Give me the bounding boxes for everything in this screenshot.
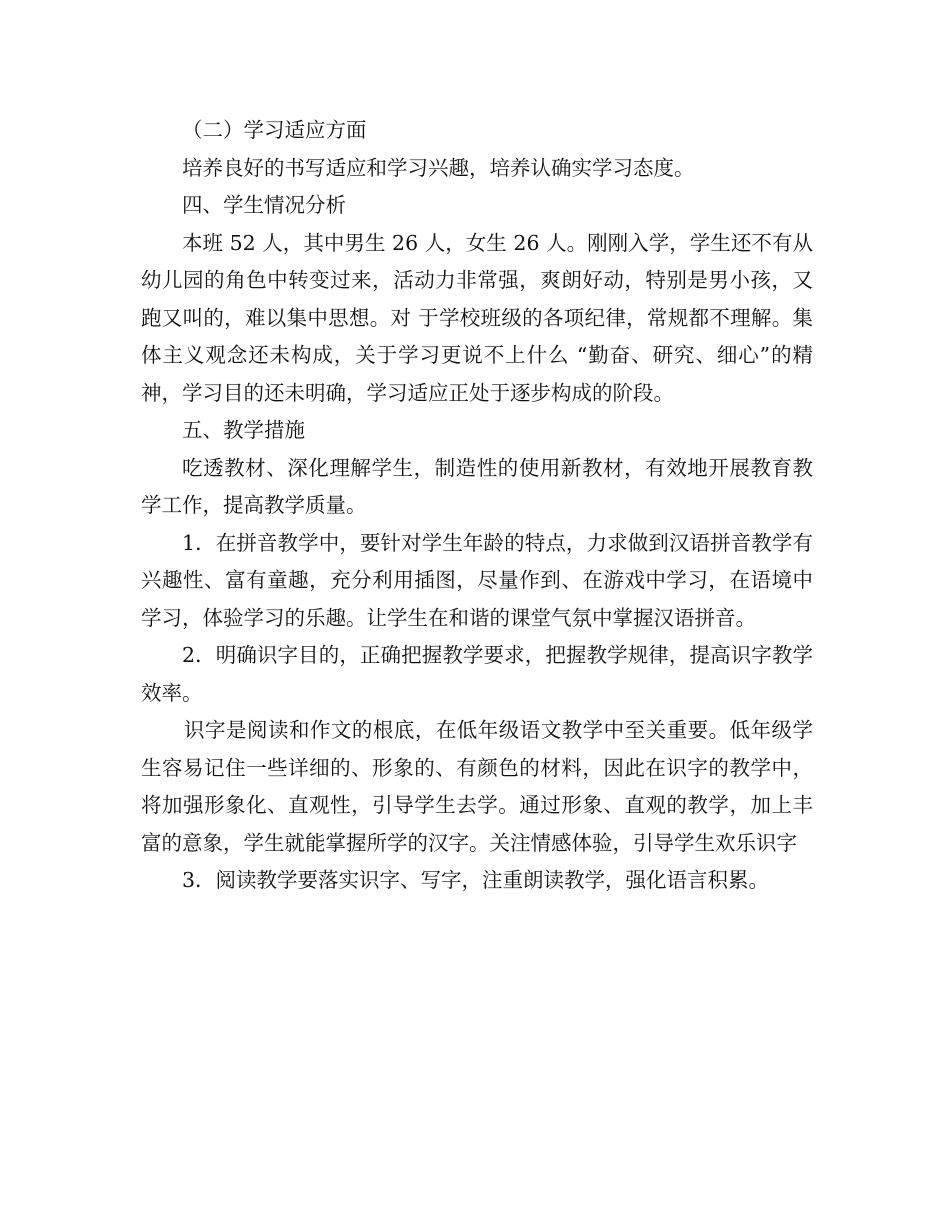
paragraph-study-habits: 培养良好的书写适应和学习兴趣，培养认确实学习态度。 xyxy=(182,155,695,180)
paragraph-literacy-goal: 2．明确识字目的，正确把握教学要求，把握教学规律，提高识字教学效率。 xyxy=(141,643,813,705)
section-heading-student-analysis: 四、学生情况分析 xyxy=(182,193,346,217)
paragraph-pinyin-teaching: 1．在拼音教学中，要针对学生年龄的特点，力求做到汉语拼音教学有兴趣性、富有童趣，充分利用插图，尽量作到、在游戏中学习，在语境中学习，体验学习的乐趣。让学生在和谐的课堂气氛中掌握汉语拼音。 xyxy=(141,530,813,630)
paragraph-student-analysis: 本班 52 人，其中男生 26 人，女生 26 人。刚刚入学，学生还不有从幼儿园的角色中转变过来，活动力非常强，爽朗好动，特别是男小孩，又跑又叫的，难以集中思想。对 于学校班级的各项纪律，常规都不理解。集体主义观念还未构成，关于学习更说不上什么 “勤奋、研究、细心”的精神，学习目的还未明确，学习适应正处于逐步构成的阶段。 xyxy=(141,230,813,405)
section-heading-study-habits: （二）学习适应方面 xyxy=(182,118,367,142)
document-body xyxy=(141,112,813,900)
paragraph-reading-teaching: 3．阅读教学要落实识字、写字，注重朗读教学，强化语言积累。 xyxy=(182,868,770,892)
paragraph-teaching-measures-intro: 吃透教材、深化理解学生，制造性的使用新教材，有效地开展教育教学工作，提高教学质量。 xyxy=(141,455,813,517)
section-heading-teaching-measures: 五、教学措施 xyxy=(182,418,305,442)
paragraph-literacy-foundation: 识字是阅读和作文的根底，在低年级语文教学中至关重要。低年级学生容易记住一些详细的、形象的、有颜色的材料，因此在识字的教学中，将加强形象化、直观性，引导学生去学。通过形象、直观的教学，加上丰富的意象，学生就能掌握所学的汉字。关注情感体验，引导学生欢乐识字 xyxy=(141,718,813,855)
